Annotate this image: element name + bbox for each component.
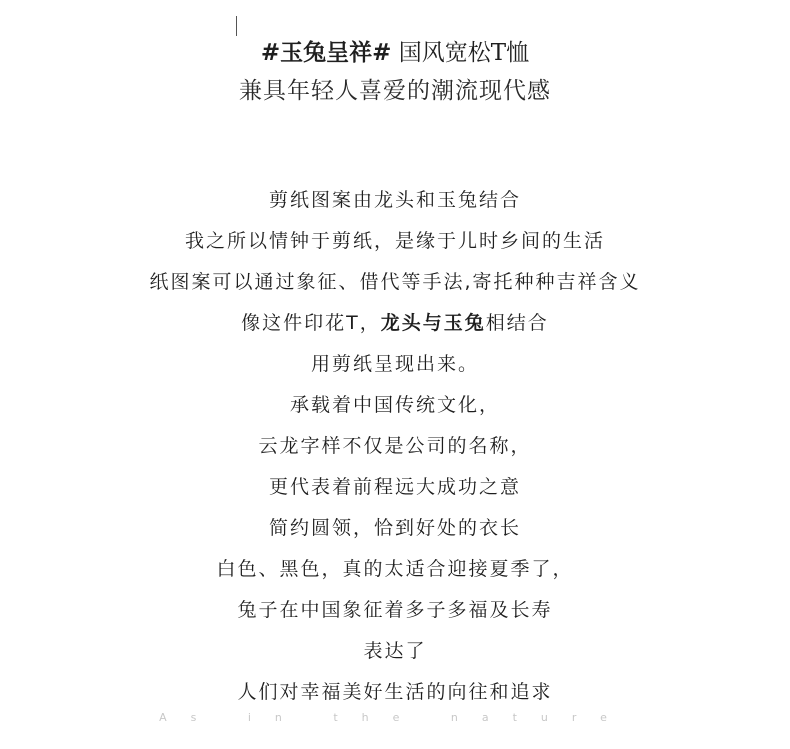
poem-line: 云龙字样不仅是公司的名称， [258,435,532,457]
title-product-highlight: 国风宽松T恤 [399,36,529,70]
title-block [0,36,790,108]
poem-line: 白色、黑色，真的太适合迎接夏季了， [216,558,574,580]
poem-line-with-bold [0,303,790,344]
poem-bold-phrase: 龙头与玉兔 [380,312,486,334]
page-subtitle: 兼具年轻人喜爱的潮流现代感 [239,78,551,104]
poem-line: 剪纸图案由龙头和玉兔结合 [268,189,521,211]
text-cursor [236,16,237,36]
poem-line: 我之所以情钟于剪纸，是缘于儿时乡间的生活 [184,230,605,252]
poem-line: 简约圆领，恰到好处的衣长 [268,517,521,539]
poem-body [0,180,790,713]
poem-line-tail: 相结合 [485,312,549,334]
footer-decorative-text: As in the nature [159,711,631,724]
poem-line: 纸图案可以通过象征、借代等手法,寄托种种吉祥含义 [149,271,641,293]
page-title [261,36,529,70]
poem-line: 更代表着前程远大成功之意 [268,476,521,498]
title-hashtag: #玉兔呈祥# [260,39,392,66]
poem-line: 用剪纸呈现出来。 [310,353,479,375]
poem-line: 表达了 [363,640,427,662]
poem-line: 人们对幸福美好生活的向往和追求 [237,681,553,703]
poem-line-head: 像这件印花T， [241,312,381,334]
poem-line: 兔子在中国象征着多子多福及长寿 [237,599,553,621]
poem-line: 承载着中国传统文化， [289,394,500,416]
